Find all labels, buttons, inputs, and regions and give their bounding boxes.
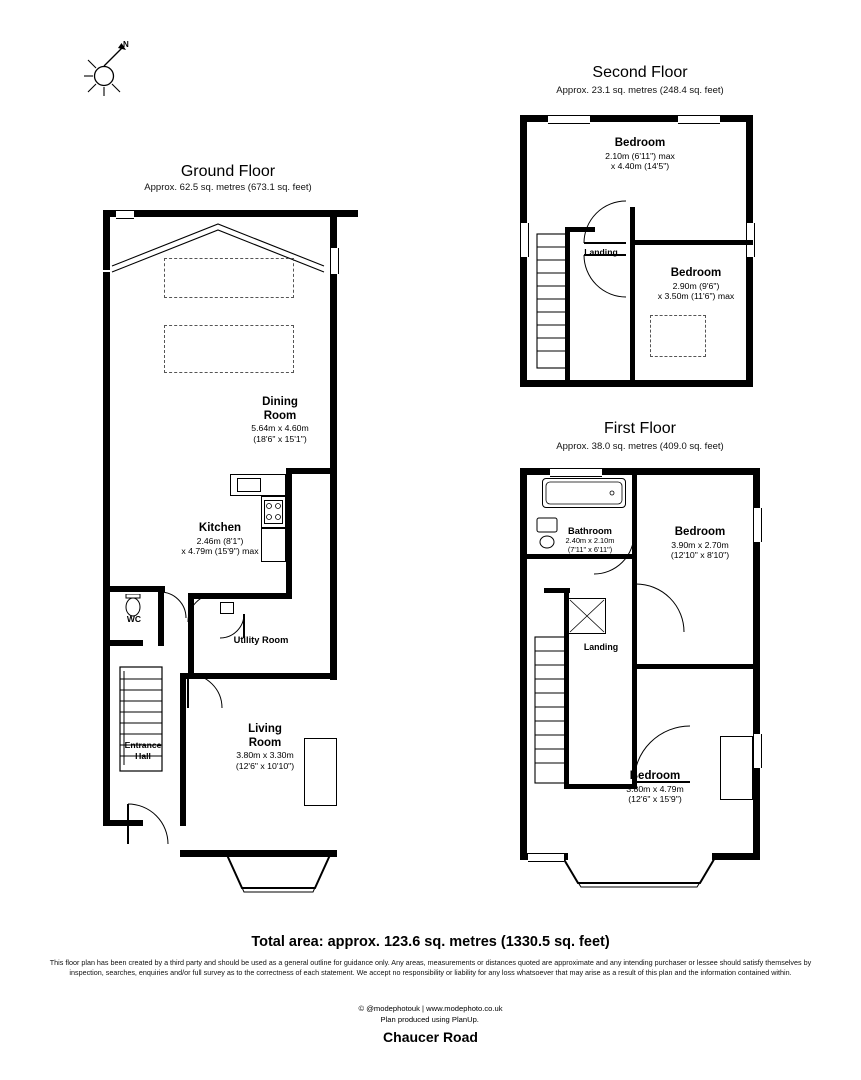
bathroom-bath-detail (542, 478, 626, 508)
second-bedroom-rear-dim-metric: 2.90m (9'6") (672, 280, 720, 291)
first-bedroom-front-dim-metric: 3.80m x 4.79m (626, 783, 684, 794)
kitchen-dim-metric: 2.46m (8'1") (196, 535, 244, 546)
ground-floor-title: Ground Floor (180, 163, 276, 180)
ground-wall-wc-bottom (103, 640, 143, 646)
first-cupboard-cross (568, 598, 606, 634)
dining-room-name-line2: Room (263, 409, 297, 422)
first-window-top (550, 468, 602, 477)
first-window-right-bottom (753, 734, 762, 768)
entrance-hall-name-line2: Hall (135, 751, 151, 762)
second-bedroom-front-name: Bedroom (614, 137, 666, 149)
credit-block (0, 1003, 861, 1026)
ground-floor-plan (100, 210, 370, 900)
total-area-text: Total area: approx. 123.6 sq. metres (1330.5 sq. feet) (251, 934, 610, 950)
ground-door-arcs (148, 570, 338, 730)
disclaimer-text: This floor plan has been created by a third party and should be used as a general outline for guidance only. Any areas, measurements or distances quoted are approximate and any intending purchaser or lessee should satisfy themselves by inspection, searches, enquiries and/or full survey as to the correctness of each statement. We accept no responsibility or liability for any loss whatsoever that may arise as a result of this plan and the information contained within. (49, 958, 812, 978)
first-floor-title: First Floor (604, 420, 676, 437)
compass-rose (78, 40, 138, 102)
room-label-wc: WC (126, 614, 142, 624)
kitchen-name: Kitchen (198, 522, 242, 534)
second-floor-title: Second Floor (592, 64, 688, 81)
kitchen-sink (237, 478, 261, 492)
kitchen-hob-rings (264, 500, 283, 524)
first-floor-area: Approx. 38.0 sq. metres (409.0 sq. feet) (556, 441, 724, 452)
first-wall-landing-top (544, 588, 570, 593)
ground-dashed-area-1 (164, 258, 294, 298)
second-bedroom-rear-dim-imperial: x 3.50m (11'6") max (657, 291, 735, 302)
property-address: Chaucer Road (383, 1029, 478, 1045)
credit-line-1: © @modephotouk | www.modephoto.co.uk (358, 1004, 503, 1013)
room-label-second-bedroom-rear (638, 267, 754, 302)
entrance-hall-name-line1: Entrance (124, 740, 162, 750)
living-room-dim-imperial: (12'6" x 10'10") (235, 761, 295, 771)
dining-room-dim-metric: 5.64m x 4.60m (251, 423, 309, 434)
ground-floor-area: Approx. 62.5 sq. metres (673.1 sq. feet) (144, 182, 312, 193)
first-bay-window (556, 853, 726, 897)
room-label-entrance-hall (106, 740, 180, 762)
first-wall-left (520, 468, 527, 860)
first-bedroom-front-name: Bedroom (629, 770, 681, 782)
second-bedroom-front-dim-metric: 2.10m (6'11") max (605, 150, 675, 161)
ground-window-right-1 (330, 248, 339, 274)
first-window-bottom-left (528, 853, 564, 862)
second-floor-area: Approx. 23.1 sq. metres (248.4 sq. feet) (556, 85, 724, 96)
bathroom-dim-imperial: (7'11" x 6'11") (567, 545, 613, 554)
first-bedroom-front-dim-imperial: (12'6" x 15'9") (628, 794, 682, 805)
dining-room-dim-imperial: (18'6" x 15'1") (253, 434, 307, 444)
living-room-dim-metric: 3.80m x 3.30m (236, 750, 294, 761)
room-label-bathroom (550, 526, 630, 554)
second-floor-plan (520, 115, 760, 390)
compass-north-label: N (123, 40, 129, 49)
living-room-name-line2: Room (248, 736, 282, 749)
second-window-top-left (548, 115, 590, 124)
credit-line-2: Plan produced using PlanUp. (380, 1015, 481, 1025)
room-label-living-room (210, 723, 320, 772)
second-dashed-area (650, 315, 706, 357)
first-door-bedroom-rear (630, 578, 696, 634)
bathroom-name: Bathroom (568, 526, 612, 536)
ground-bay-window (220, 850, 340, 910)
ground-wall-left-lower (103, 586, 110, 826)
room-label-first-bedroom-rear (640, 526, 760, 561)
first-staircase (534, 636, 570, 786)
living-room-name-line1: Living (248, 723, 282, 735)
ground-window-top-left (116, 210, 134, 219)
second-door-arc-bedroom1 (578, 197, 650, 249)
ground-dashed-area-2 (164, 325, 294, 373)
second-bedroom-front-dim-imperial: x 4.40m (14'5") (610, 161, 670, 172)
first-wall-bedroom-divide (632, 664, 760, 669)
room-label-kitchen (155, 522, 285, 557)
second-window-top-right (678, 115, 720, 124)
room-label-first-landing: Landing (583, 642, 619, 652)
first-floor-plan (520, 468, 766, 888)
bathroom-dim-metric: 2.40m x 2.10m (565, 536, 615, 545)
dining-room-name-line1: Dining (262, 396, 298, 408)
room-label-second-bedroom-front (550, 137, 730, 172)
ground-wall-dining-kitchen (286, 468, 337, 474)
second-bedroom-rear-name: Bedroom (670, 267, 722, 279)
second-wall-bottom (520, 380, 753, 387)
room-label-first-bedroom-front (580, 770, 730, 805)
first-bedroom-rear-dim-metric: 3.90m x 2.70m (671, 539, 729, 550)
room-label-dining-room (220, 396, 340, 445)
ground-front-door (120, 798, 184, 858)
first-bedroom-rear-dim-imperial: (12'10" x 8'10") (670, 550, 730, 561)
first-bedroom-rear-name: Bedroom (674, 526, 726, 538)
second-window-left (520, 223, 529, 257)
room-label-second-landing: Landing (584, 247, 618, 257)
ground-window-left-1 (103, 270, 110, 272)
second-staircase (536, 233, 570, 373)
kitchen-dim-imperial: x 4.79m (15'9") max (181, 546, 259, 557)
room-label-utility-room: Utility Room (233, 635, 289, 645)
